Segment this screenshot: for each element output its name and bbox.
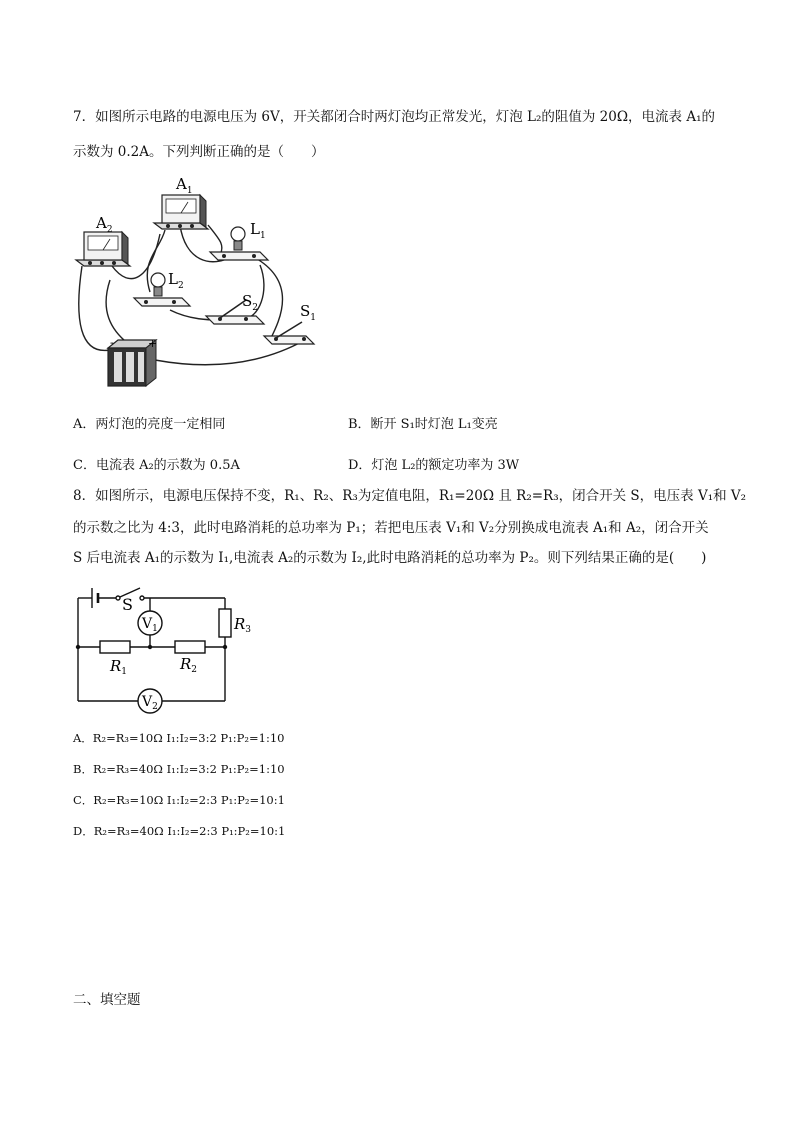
q7-option-d[interactable]: D．灯泡 L₂的额定功率为 3W [348,458,520,473]
ammeter-a1 [154,195,208,229]
q8-stem-line1: 8．如图所示，电源电压保持不变，R₁、R₂、R₃为定值电阻，R₁=20Ω 且 R₂=R₃，闭合开关 S，电压表 V₁和 V₂ [73,488,747,504]
ammeter-a2 [76,232,130,266]
junction-dot [76,645,80,649]
q7-circuit-figure [70,170,340,395]
q8-schematic-figure [70,583,250,721]
label-l2: $L_2$ [168,270,184,291]
q8-stem-line3: S 后电流表 A₁的示数为 I₁,电流表 A₂的示数为 I₂,此时电路消耗的总功率为 P₂。则下列结果正确的是( ) [73,550,707,566]
section-title: 二、填空题 [73,992,141,1008]
r1-resistor [100,641,130,653]
label-a2: $A_2$ [96,214,113,235]
label-s2: $S_2$ [242,292,259,313]
q7-stem-line2: 示数为 0.2A。下列判断正确的是（ ） [73,144,325,160]
battery-plus: + [148,337,158,350]
label-s1: $S_1$ [300,302,317,323]
q8-option-a[interactable]: A．R₂=R₃=10Ω I₁:I₂=3:2 P₁:P₂=1:10 [73,731,285,745]
q7-option-a[interactable]: A．两灯泡的亮度一定相同 [73,417,226,432]
label-r3: $R_3$ [234,615,252,635]
q8-option-d[interactable]: D．R₂=R₃=40Ω I₁:I₂=2:3 P₁:P₂=10:1 [73,824,286,838]
switch-s1 [264,322,314,344]
label-r1: $R_1$ [110,657,128,677]
wire [250,255,283,340]
junction-dot [148,645,152,649]
q7-option-b[interactable]: B．断开 S₁时灯泡 L₁变亮 [348,417,498,432]
label-l1: $L_1$ [250,220,266,241]
q8-option-b[interactable]: B．R₂=R₃=40Ω I₁:I₂=3:2 P₁:P₂=1:10 [73,762,285,776]
label-v1: $V_1$ [142,616,158,634]
q7-stem-line1: 7．如图所示电路的电源电压为 6V，开关都闭合时两灯泡均正常发光，灯泡 L₂的阻值为 20Ω，电流表 A₁的 [73,109,716,125]
label-s: S [122,595,133,614]
battery-minus: - [110,336,114,349]
wire [208,225,222,255]
q8-option-c[interactable]: C．R₂=R₃=10Ω I₁:I₂=2:3 P₁:P₂=10:1 [73,793,285,807]
junction-dot [223,645,227,649]
q7-option-c[interactable]: C．电流表 A₂的示数为 0.5A [73,458,240,473]
wire [79,266,110,350]
label-a1: $A_1$ [176,175,193,196]
r3-resistor [219,609,231,637]
label-v2: $V_2$ [142,694,158,712]
label-r2: $R_2$ [180,655,198,675]
q8-stem-line2: 的示数之比为 4:3，此时电路消耗的总功率为 P₁；若把电压表 V₁和 V₂分别换成电流表 A₁和 A₂，闭合开关 [73,520,709,536]
r2-resistor [175,641,205,653]
